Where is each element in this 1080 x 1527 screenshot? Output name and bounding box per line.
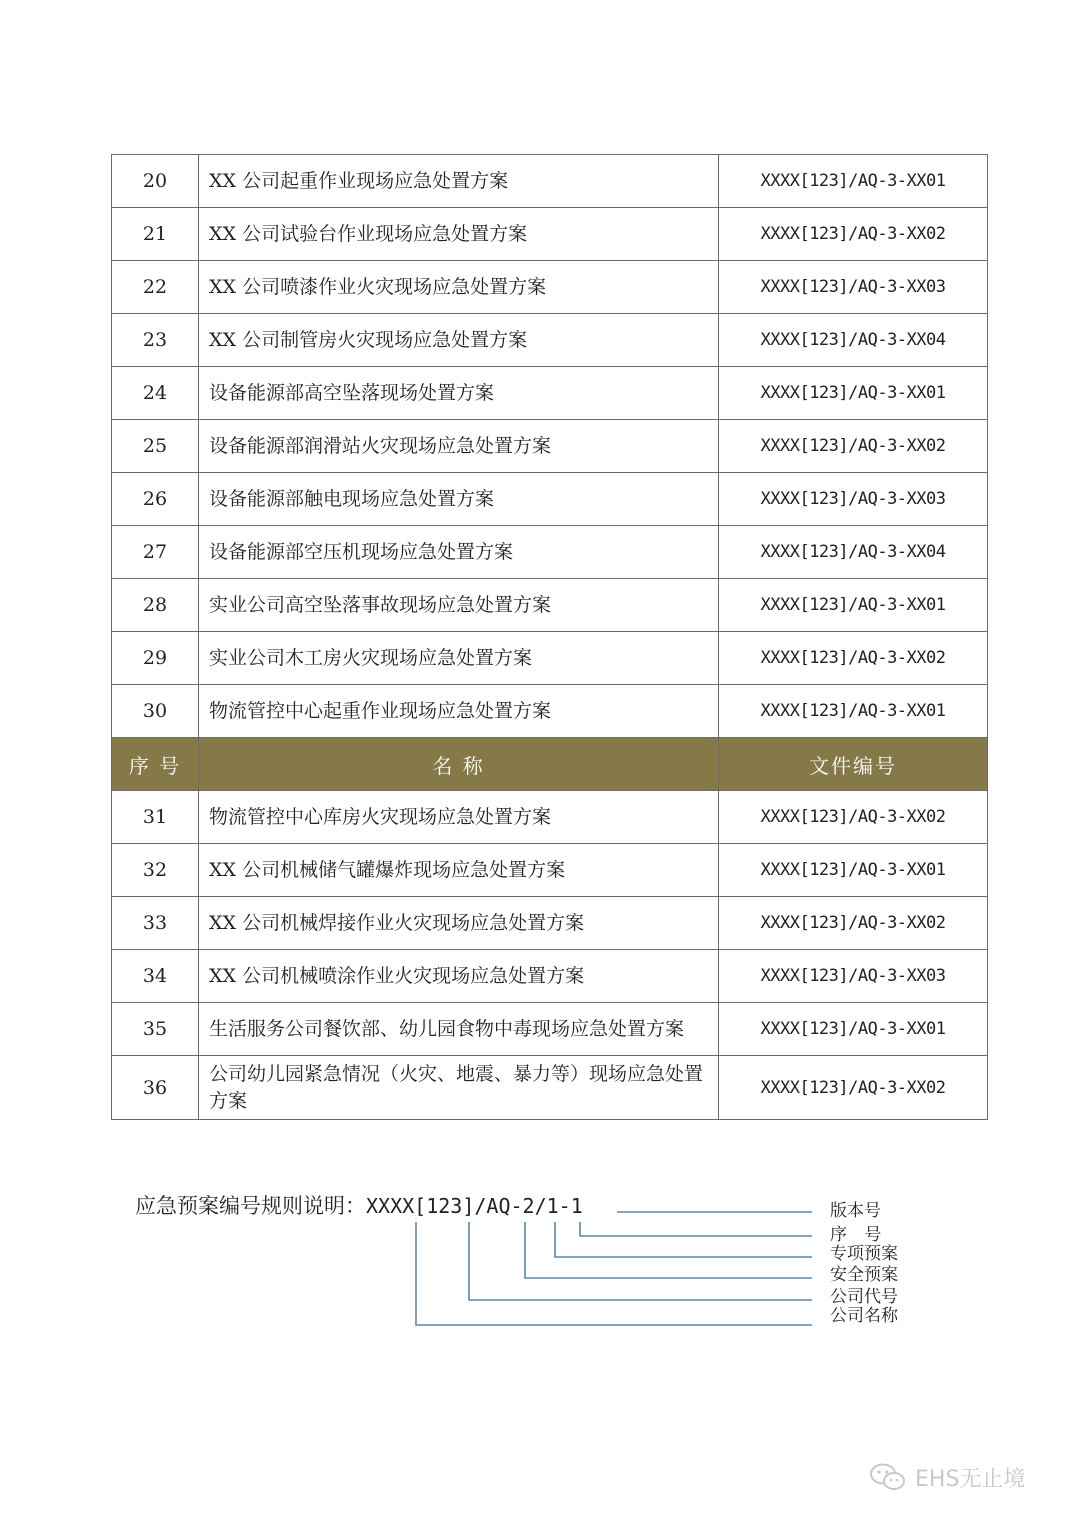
cell-no: 25 bbox=[112, 420, 199, 473]
header-name: 名 称 bbox=[199, 738, 719, 791]
cell-no: 34 bbox=[112, 950, 199, 1003]
cell-no: 21 bbox=[112, 208, 199, 261]
wechat-icon bbox=[868, 1462, 908, 1492]
cell-code: XXXX[123]/AQ-3-XX01 bbox=[719, 155, 988, 208]
cell-name: XX 公司制管房火灾现场应急处置方案 bbox=[199, 314, 719, 367]
cell-code: XXXX[123]/AQ-3-XX04 bbox=[719, 526, 988, 579]
cell-no: 32 bbox=[112, 844, 199, 897]
cell-name: 设备能源部高空坠落现场处置方案 bbox=[199, 367, 719, 420]
legend-label-special: 专项预案 bbox=[830, 1244, 898, 1264]
cell-code: XXXX[123]/AQ-3-XX01 bbox=[719, 367, 988, 420]
cell-code: XXXX[123]/AQ-3-XX01 bbox=[719, 579, 988, 632]
cell-code: XXXX[123]/AQ-3-XX04 bbox=[719, 314, 988, 367]
header-no: 序 号 bbox=[112, 738, 199, 791]
cell-name: 生活服务公司餐饮部、幼儿园食物中毒现场应急处置方案 bbox=[199, 1003, 719, 1056]
line-company-code bbox=[469, 1222, 812, 1300]
legend-label-company-name: 公司名称 bbox=[830, 1306, 898, 1326]
line-sequence bbox=[580, 1222, 812, 1236]
cell-code: XXXX[123]/AQ-3-XX02 bbox=[719, 1056, 988, 1120]
legend-title: 应急预案编号规则说明： bbox=[135, 1194, 366, 1218]
cell-no: 36 bbox=[112, 1056, 199, 1120]
cell-name: 实业公司木工房火灾现场应急处置方案 bbox=[199, 632, 719, 685]
cell-name: XX 公司机械焊接作业火灾现场应急处置方案 bbox=[199, 897, 719, 950]
legend-label-safety: 安全预案 bbox=[830, 1265, 898, 1285]
cell-no: 22 bbox=[112, 261, 199, 314]
cell-no: 29 bbox=[112, 632, 199, 685]
cell-code: XXXX[123]/AQ-3-XX03 bbox=[719, 950, 988, 1003]
line-special bbox=[555, 1222, 812, 1257]
cell-name: 设备能源部润滑站火灾现场应急处置方案 bbox=[199, 420, 719, 473]
cell-name: 设备能源部空压机现场应急处置方案 bbox=[199, 526, 719, 579]
cell-name: XX 公司起重作业现场应急处置方案 bbox=[199, 155, 719, 208]
cell-no: 24 bbox=[112, 367, 199, 420]
cell-code: XXXX[123]/AQ-3-XX03 bbox=[719, 261, 988, 314]
cell-no: 27 bbox=[112, 526, 199, 579]
cell-code: XXXX[123]/AQ-3-XX02 bbox=[719, 420, 988, 473]
cell-no: 20 bbox=[112, 155, 199, 208]
header-code: 文件编号 bbox=[719, 738, 988, 791]
cell-code: XXXX[123]/AQ-3-XX02 bbox=[719, 897, 988, 950]
cell-no: 28 bbox=[112, 579, 199, 632]
cell-name: 设备能源部触电现场应急处置方案 bbox=[199, 473, 719, 526]
line-company-name bbox=[416, 1222, 812, 1325]
cell-no: 33 bbox=[112, 897, 199, 950]
cell-name: XX 公司喷漆作业火灾现场应急处置方案 bbox=[199, 261, 719, 314]
cell-name: XX 公司机械喷涂作业火灾现场应急处置方案 bbox=[199, 950, 719, 1003]
legend-label-sequence: 序 号 bbox=[830, 1225, 888, 1245]
cell-name: 公司幼儿园紧急情况（火灾、地震、暴力等）现场应急处置方案 bbox=[199, 1056, 719, 1120]
legend-code: XXXX[123]/AQ-2/1-1 bbox=[366, 1194, 583, 1218]
cell-code: XXXX[123]/AQ-3-XX01 bbox=[719, 685, 988, 738]
line-safety bbox=[525, 1222, 812, 1278]
cell-code: XXXX[123]/AQ-3-XX01 bbox=[719, 1003, 988, 1056]
cell-no: 30 bbox=[112, 685, 199, 738]
cell-name: 实业公司高空坠落事故现场应急处置方案 bbox=[199, 579, 719, 632]
legend-label-company-code: 公司代号 bbox=[830, 1287, 898, 1307]
cell-name: XX 公司机械储气罐爆炸现场应急处置方案 bbox=[199, 844, 719, 897]
cell-code: XXXX[123]/AQ-3-XX02 bbox=[719, 208, 988, 261]
cell-no: 23 bbox=[112, 314, 199, 367]
cell-code: XXXX[123]/AQ-3-XX01 bbox=[719, 844, 988, 897]
cell-name: XX 公司试验台作业现场应急处置方案 bbox=[199, 208, 719, 261]
cell-no: 26 bbox=[112, 473, 199, 526]
cell-no: 31 bbox=[112, 791, 199, 844]
cell-name: 物流管控中心库房火灾现场应急处置方案 bbox=[199, 791, 719, 844]
cell-code: XXXX[123]/AQ-3-XX03 bbox=[719, 473, 988, 526]
watermark-text: EHS无止境 bbox=[915, 1467, 1026, 1492]
cell-code: XXXX[123]/AQ-3-XX02 bbox=[719, 632, 988, 685]
cell-no: 35 bbox=[112, 1003, 199, 1056]
watermark bbox=[868, 1462, 1025, 1493]
cell-code: XXXX[123]/AQ-3-XX02 bbox=[719, 791, 988, 844]
cell-name: 物流管控中心起重作业现场应急处置方案 bbox=[199, 685, 719, 738]
legend-label-version: 版本号 bbox=[830, 1201, 881, 1221]
